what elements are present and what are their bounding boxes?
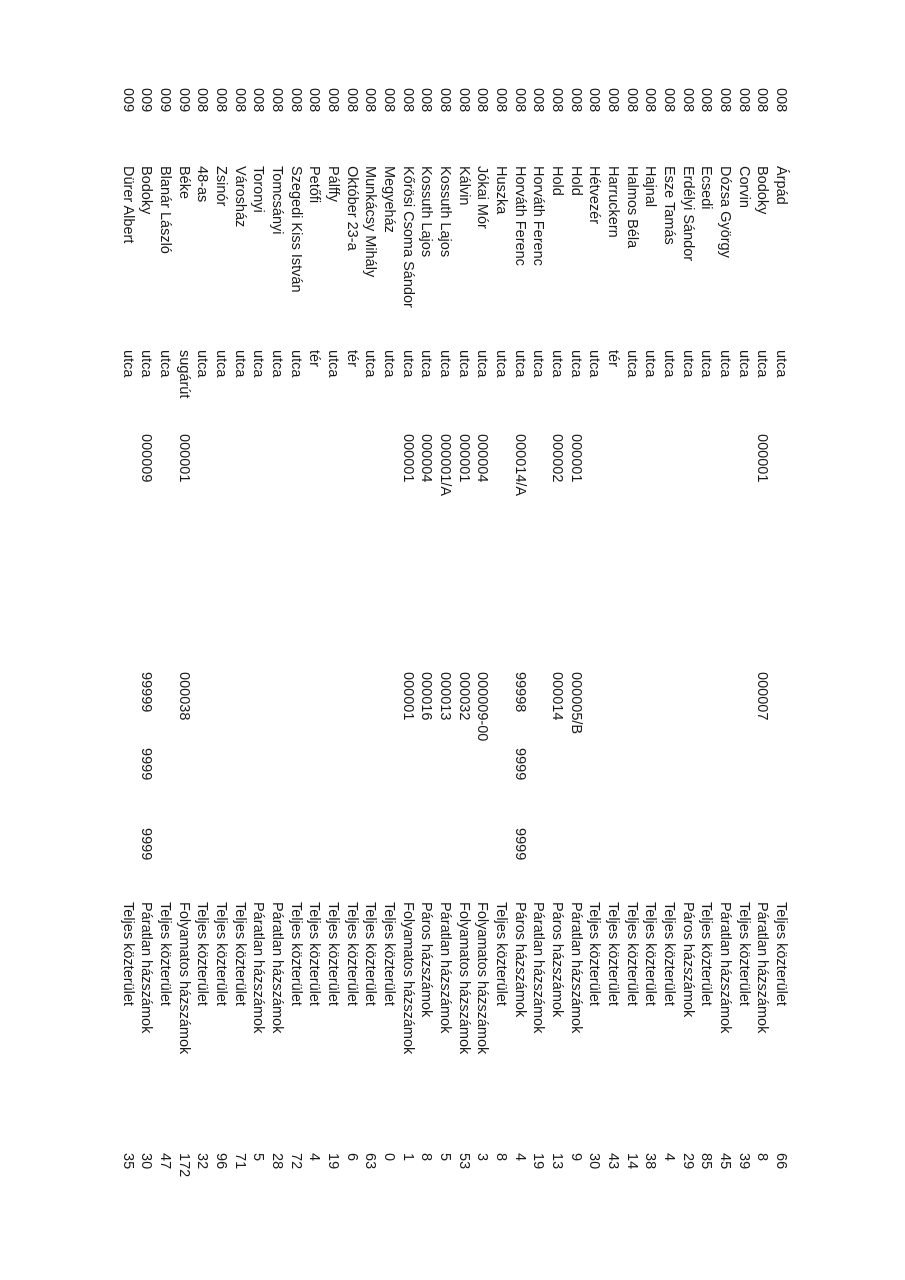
house-number-range: Páros házszámok <box>679 902 696 1018</box>
house-number-range: Páratlan házszámok <box>717 902 733 1034</box>
table-row <box>304 88 323 1228</box>
house-number-range: Páratlan házszámok <box>530 902 547 1034</box>
house-number-to: 000009-00 <box>474 672 491 742</box>
house-number-range: Teljes közterület <box>231 902 248 1006</box>
street-name: Blanár László <box>156 166 173 254</box>
district-code: 008 <box>660 88 677 113</box>
district-code: 008 <box>511 88 528 113</box>
street-name: Munkácsy Mihály <box>362 166 379 278</box>
house-number-range: Teljes közterület <box>212 902 229 1006</box>
count-value: 30 <box>138 1153 155 1170</box>
table-row <box>342 88 361 1228</box>
street-name: Erdélyi Sándor <box>679 166 696 262</box>
district-code: 008 <box>623 88 640 113</box>
table-row <box>510 88 529 1228</box>
count-value: 13 <box>548 1153 565 1170</box>
street-type: utca <box>530 350 547 378</box>
count-value: 39 <box>735 1153 752 1170</box>
house-number-range: Teljes közterület <box>380 902 397 1006</box>
table-row <box>640 88 659 1228</box>
district-code: 009 <box>119 88 136 113</box>
street-name: Szegedi Kiss István <box>287 166 304 293</box>
street-type: tér <box>343 350 360 367</box>
street-name: Harruckern <box>604 166 621 238</box>
street-type: utca <box>586 350 603 378</box>
house-number-range: Folyamatos házszámok <box>455 902 472 1055</box>
house-number-range: Folyamatos házszámok <box>474 902 491 1055</box>
district-code: 008 <box>306 88 323 113</box>
street-name: Ecsedi <box>698 166 715 210</box>
table-row <box>734 88 753 1228</box>
street-list-table <box>100 88 790 1228</box>
street-type: utca <box>492 350 509 378</box>
house-number-from: 000001 <box>567 434 584 483</box>
district-code: 008 <box>455 88 472 113</box>
street-name: Kőrösi Csoma Sándor <box>399 166 416 308</box>
district-code: 008 <box>604 88 621 113</box>
house-number-range: Teljes közterület <box>194 902 211 1006</box>
street-name: Kossuth Lajos <box>436 166 453 258</box>
street-type: tér <box>604 350 621 367</box>
table-row <box>211 88 230 1228</box>
count-value: 35 <box>119 1153 136 1170</box>
district-code: 008 <box>735 88 752 113</box>
count-value: 53 <box>455 1153 472 1170</box>
count-value: 29 <box>679 1153 696 1170</box>
street-type: utca <box>773 350 789 378</box>
district-code: 008 <box>642 88 659 113</box>
district-code: 008 <box>250 88 267 113</box>
count-value: 71 <box>231 1153 248 1170</box>
house-number-range: Teljes közterület <box>773 902 789 1006</box>
house-number-range: Teljes közterület <box>119 902 136 1006</box>
count-value: 19 <box>324 1153 341 1170</box>
district-code: 008 <box>436 88 453 113</box>
table-row <box>398 88 417 1228</box>
district-code: 008 <box>586 88 603 113</box>
house-number-range: Páros házszámok <box>548 902 565 1018</box>
table-row <box>659 88 678 1228</box>
street-name: Corvin <box>735 166 752 208</box>
street-type: utca <box>231 350 248 378</box>
house-number-range: Teljes közterület <box>362 902 379 1006</box>
count-value: 0 <box>380 1153 397 1162</box>
count-value: 66 <box>773 1153 789 1170</box>
district-code: 008 <box>362 88 379 113</box>
count-value: 47 <box>156 1153 173 1170</box>
house-number-range: Folyamatos házszámok <box>175 902 192 1055</box>
house-number-from: 000001/A <box>436 434 453 497</box>
house-number-range: Teljes közterület <box>623 902 640 1006</box>
district-code: 008 <box>492 88 509 113</box>
street-type: utca <box>418 350 435 378</box>
house-number-from: 000004 <box>474 434 491 483</box>
street-type: utca <box>660 350 677 378</box>
house-number-to: 000016 <box>418 672 435 721</box>
street-type: utca <box>567 350 584 378</box>
table-row <box>267 88 286 1228</box>
street-type: utca <box>268 350 285 378</box>
count-value: 96 <box>212 1153 229 1170</box>
count-value: 4 <box>660 1153 677 1162</box>
house-number-range: Teljes közterület <box>735 902 752 1006</box>
street-type: utca <box>250 350 267 378</box>
table-row <box>696 88 715 1228</box>
count-value: 4 <box>511 1153 528 1162</box>
count-value: 28 <box>268 1153 285 1170</box>
street-name: Zsinór <box>212 166 229 207</box>
table-row <box>454 88 473 1228</box>
extra-value-1: 9999 <box>138 748 155 781</box>
street-name: Huszka <box>492 166 509 215</box>
house-number-range: Páratlan házszámok <box>138 902 155 1034</box>
district-code: 008 <box>399 88 416 113</box>
district-code: 008 <box>287 88 304 113</box>
house-number-range: Teljes közterület <box>642 902 659 1006</box>
count-value: 5 <box>436 1153 453 1162</box>
count-value: 1 <box>399 1153 416 1162</box>
table-row <box>566 88 585 1228</box>
table-row <box>360 88 379 1228</box>
house-number-range: Teljes közterület <box>604 902 621 1006</box>
count-value: 6 <box>343 1153 360 1162</box>
house-number-range: Teljes közterület <box>156 902 173 1006</box>
count-value: 30 <box>586 1153 603 1170</box>
count-value: 85 <box>698 1153 715 1170</box>
street-type: utca <box>212 350 229 378</box>
district-code: 008 <box>474 88 491 113</box>
district-code: 008 <box>268 88 285 113</box>
district-code: 008 <box>754 88 771 113</box>
street-type: utca <box>548 350 565 378</box>
street-name: Horváth Ferenc <box>530 166 547 266</box>
table-row <box>584 88 603 1228</box>
district-code: 008 <box>698 88 715 113</box>
street-type: utca <box>138 350 155 378</box>
table-row <box>678 88 697 1228</box>
district-code: 008 <box>567 88 584 113</box>
table-row <box>118 88 137 1228</box>
street-type: utca <box>623 350 640 378</box>
district-code: 008 <box>717 88 733 113</box>
street-name: Dürer Albert <box>119 166 136 244</box>
table-row <box>603 88 622 1228</box>
district-code: 008 <box>530 88 547 113</box>
house-number-to: 000013 <box>436 672 453 721</box>
house-number-to: 000032 <box>455 672 472 721</box>
district-code: 009 <box>156 88 173 113</box>
street-type: utca <box>156 350 173 378</box>
street-name: Petőfi <box>306 166 323 204</box>
district-code: 009 <box>138 88 155 113</box>
count-value: 8 <box>492 1153 509 1162</box>
house-number-from: 000001 <box>175 434 192 483</box>
table-row <box>771 88 790 1228</box>
table-row <box>472 88 491 1228</box>
street-name: Kálvin <box>455 166 472 206</box>
count-value: 63 <box>362 1153 379 1170</box>
house-number-from: 000004 <box>418 434 435 483</box>
street-type: utca <box>735 350 752 378</box>
street-type: utca <box>399 350 416 378</box>
district-code: 008 <box>212 88 229 113</box>
street-type: utca <box>754 350 771 378</box>
extra-value-1: 9999 <box>511 748 528 781</box>
count-value: 8 <box>418 1153 435 1162</box>
house-number-to: 000007 <box>754 672 771 721</box>
house-number-range: Teljes közterület <box>586 902 603 1006</box>
street-type: utca <box>380 350 397 378</box>
street-name: Megyeház <box>380 166 397 233</box>
table-row <box>752 88 771 1228</box>
table-row <box>491 88 510 1228</box>
street-name: Béke <box>175 166 192 200</box>
house-number-to: 000005/B <box>567 672 584 735</box>
house-number-range: Teljes közterület <box>306 902 323 1006</box>
house-number-to: 000038 <box>175 672 192 721</box>
house-number-range: Teljes közterület <box>492 902 509 1006</box>
street-name: Városház <box>231 166 248 228</box>
district-code: 008 <box>324 88 341 113</box>
street-name: Hold <box>567 166 584 196</box>
house-number-range: Teljes közterület <box>698 902 715 1006</box>
count-value: 32 <box>194 1153 211 1170</box>
district-code: 008 <box>773 88 789 113</box>
street-type: utca <box>679 350 696 378</box>
table-row <box>230 88 249 1228</box>
house-number-from: 000001 <box>455 434 472 483</box>
count-value: 5 <box>250 1153 267 1162</box>
street-name: Kossuth Lajos <box>418 166 435 258</box>
table-row <box>528 88 547 1228</box>
street-type: utca <box>362 350 379 378</box>
table-row <box>155 88 174 1228</box>
house-number-range: Páros házszámok <box>511 902 528 1018</box>
house-number-range: Páratlan házszámok <box>754 902 771 1034</box>
house-number-to: 99998 <box>511 672 528 713</box>
street-name: Toronyi <box>250 166 267 213</box>
street-type: utca <box>698 350 715 378</box>
street-type: utca <box>119 350 136 378</box>
extra-value-2: 9999 <box>138 828 155 861</box>
street-type: utca <box>324 350 341 378</box>
street-type: utca <box>511 350 528 378</box>
street-name: Horváth Ferenc <box>511 166 528 266</box>
table-row <box>622 88 641 1228</box>
table-row <box>416 88 435 1228</box>
district-code: 008 <box>194 88 211 113</box>
table-row <box>379 88 398 1228</box>
house-number-from: 000001 <box>399 434 416 483</box>
house-number-range: Páratlan házszámok <box>250 902 267 1034</box>
street-name: Dózsa György <box>717 166 733 258</box>
house-number-from: 000009 <box>138 434 155 483</box>
street-type: utca <box>642 350 659 378</box>
house-number-range: Teljes közterület <box>287 902 304 1006</box>
street-name: Tomcsányi <box>268 166 285 235</box>
house-number-range: Folyamatos házszámok <box>399 902 416 1055</box>
street-name: Esze Tamás <box>660 166 677 245</box>
table-row <box>174 88 193 1228</box>
street-type: sugárút <box>175 350 192 399</box>
district-code: 008 <box>231 88 248 113</box>
table-row <box>286 88 305 1228</box>
street-name: Hold <box>548 166 565 196</box>
table-row <box>435 88 454 1228</box>
extra-value-2: 9999 <box>511 828 528 861</box>
table-row <box>192 88 211 1228</box>
house-number-range: Teljes közterület <box>660 902 677 1006</box>
count-value: 45 <box>717 1153 733 1170</box>
street-type: utca <box>717 350 733 378</box>
table-row <box>248 88 267 1228</box>
count-value: 172 <box>175 1153 192 1178</box>
count-value: 19 <box>530 1153 547 1170</box>
house-number-range: Páratlan házszámok <box>268 902 285 1034</box>
table-row <box>136 88 155 1228</box>
district-code: 009 <box>175 88 192 113</box>
table-row <box>547 88 566 1228</box>
street-name: Jókai Mór <box>474 166 491 229</box>
street-name: Pálffy <box>324 166 341 203</box>
street-type: utca <box>287 350 304 378</box>
house-number-range: Teljes közterület <box>324 902 341 1006</box>
street-name: Bodoky <box>754 166 771 215</box>
house-number-from: 000014/A <box>511 434 528 497</box>
street-type: utca <box>436 350 453 378</box>
count-value: 43 <box>604 1153 621 1170</box>
house-number-to: 99999 <box>138 672 155 713</box>
street-name: Október 23-a <box>343 166 360 251</box>
street-type: utca <box>194 350 211 378</box>
count-value: 4 <box>306 1153 323 1162</box>
table-row <box>715 88 734 1228</box>
house-number-range: Páratlan házszámok <box>436 902 453 1034</box>
count-value: 38 <box>642 1153 659 1170</box>
street-name: Halmos Béla <box>623 166 640 249</box>
street-type: utca <box>474 350 491 378</box>
street-name: Árpád <box>773 166 789 205</box>
district-code: 008 <box>380 88 397 113</box>
street-name: Hajnal <box>642 166 659 208</box>
count-value: 9 <box>567 1153 584 1162</box>
house-number-range: Páratlan házszámok <box>567 902 584 1034</box>
house-number-range: Páros házszámok <box>418 902 435 1018</box>
street-name: Bodoky <box>138 166 155 215</box>
count-value: 14 <box>623 1153 640 1170</box>
count-value: 8 <box>754 1153 771 1162</box>
house-number-range: Teljes közterület <box>343 902 360 1006</box>
district-code: 008 <box>418 88 435 113</box>
street-type: tér <box>306 350 323 367</box>
house-number-from: 000002 <box>548 434 565 483</box>
street-name: 48-as <box>194 166 211 203</box>
house-number-from: 000001 <box>754 434 771 483</box>
street-name: Hétvezér <box>586 166 603 225</box>
table-row <box>323 88 342 1228</box>
district-code: 008 <box>548 88 565 113</box>
count-value: 3 <box>474 1153 491 1162</box>
house-number-to: 000001 <box>399 672 416 721</box>
district-code: 008 <box>679 88 696 113</box>
district-code: 008 <box>343 88 360 113</box>
house-number-to: 000014 <box>548 672 565 721</box>
street-type: utca <box>455 350 472 378</box>
count-value: 72 <box>287 1153 304 1170</box>
